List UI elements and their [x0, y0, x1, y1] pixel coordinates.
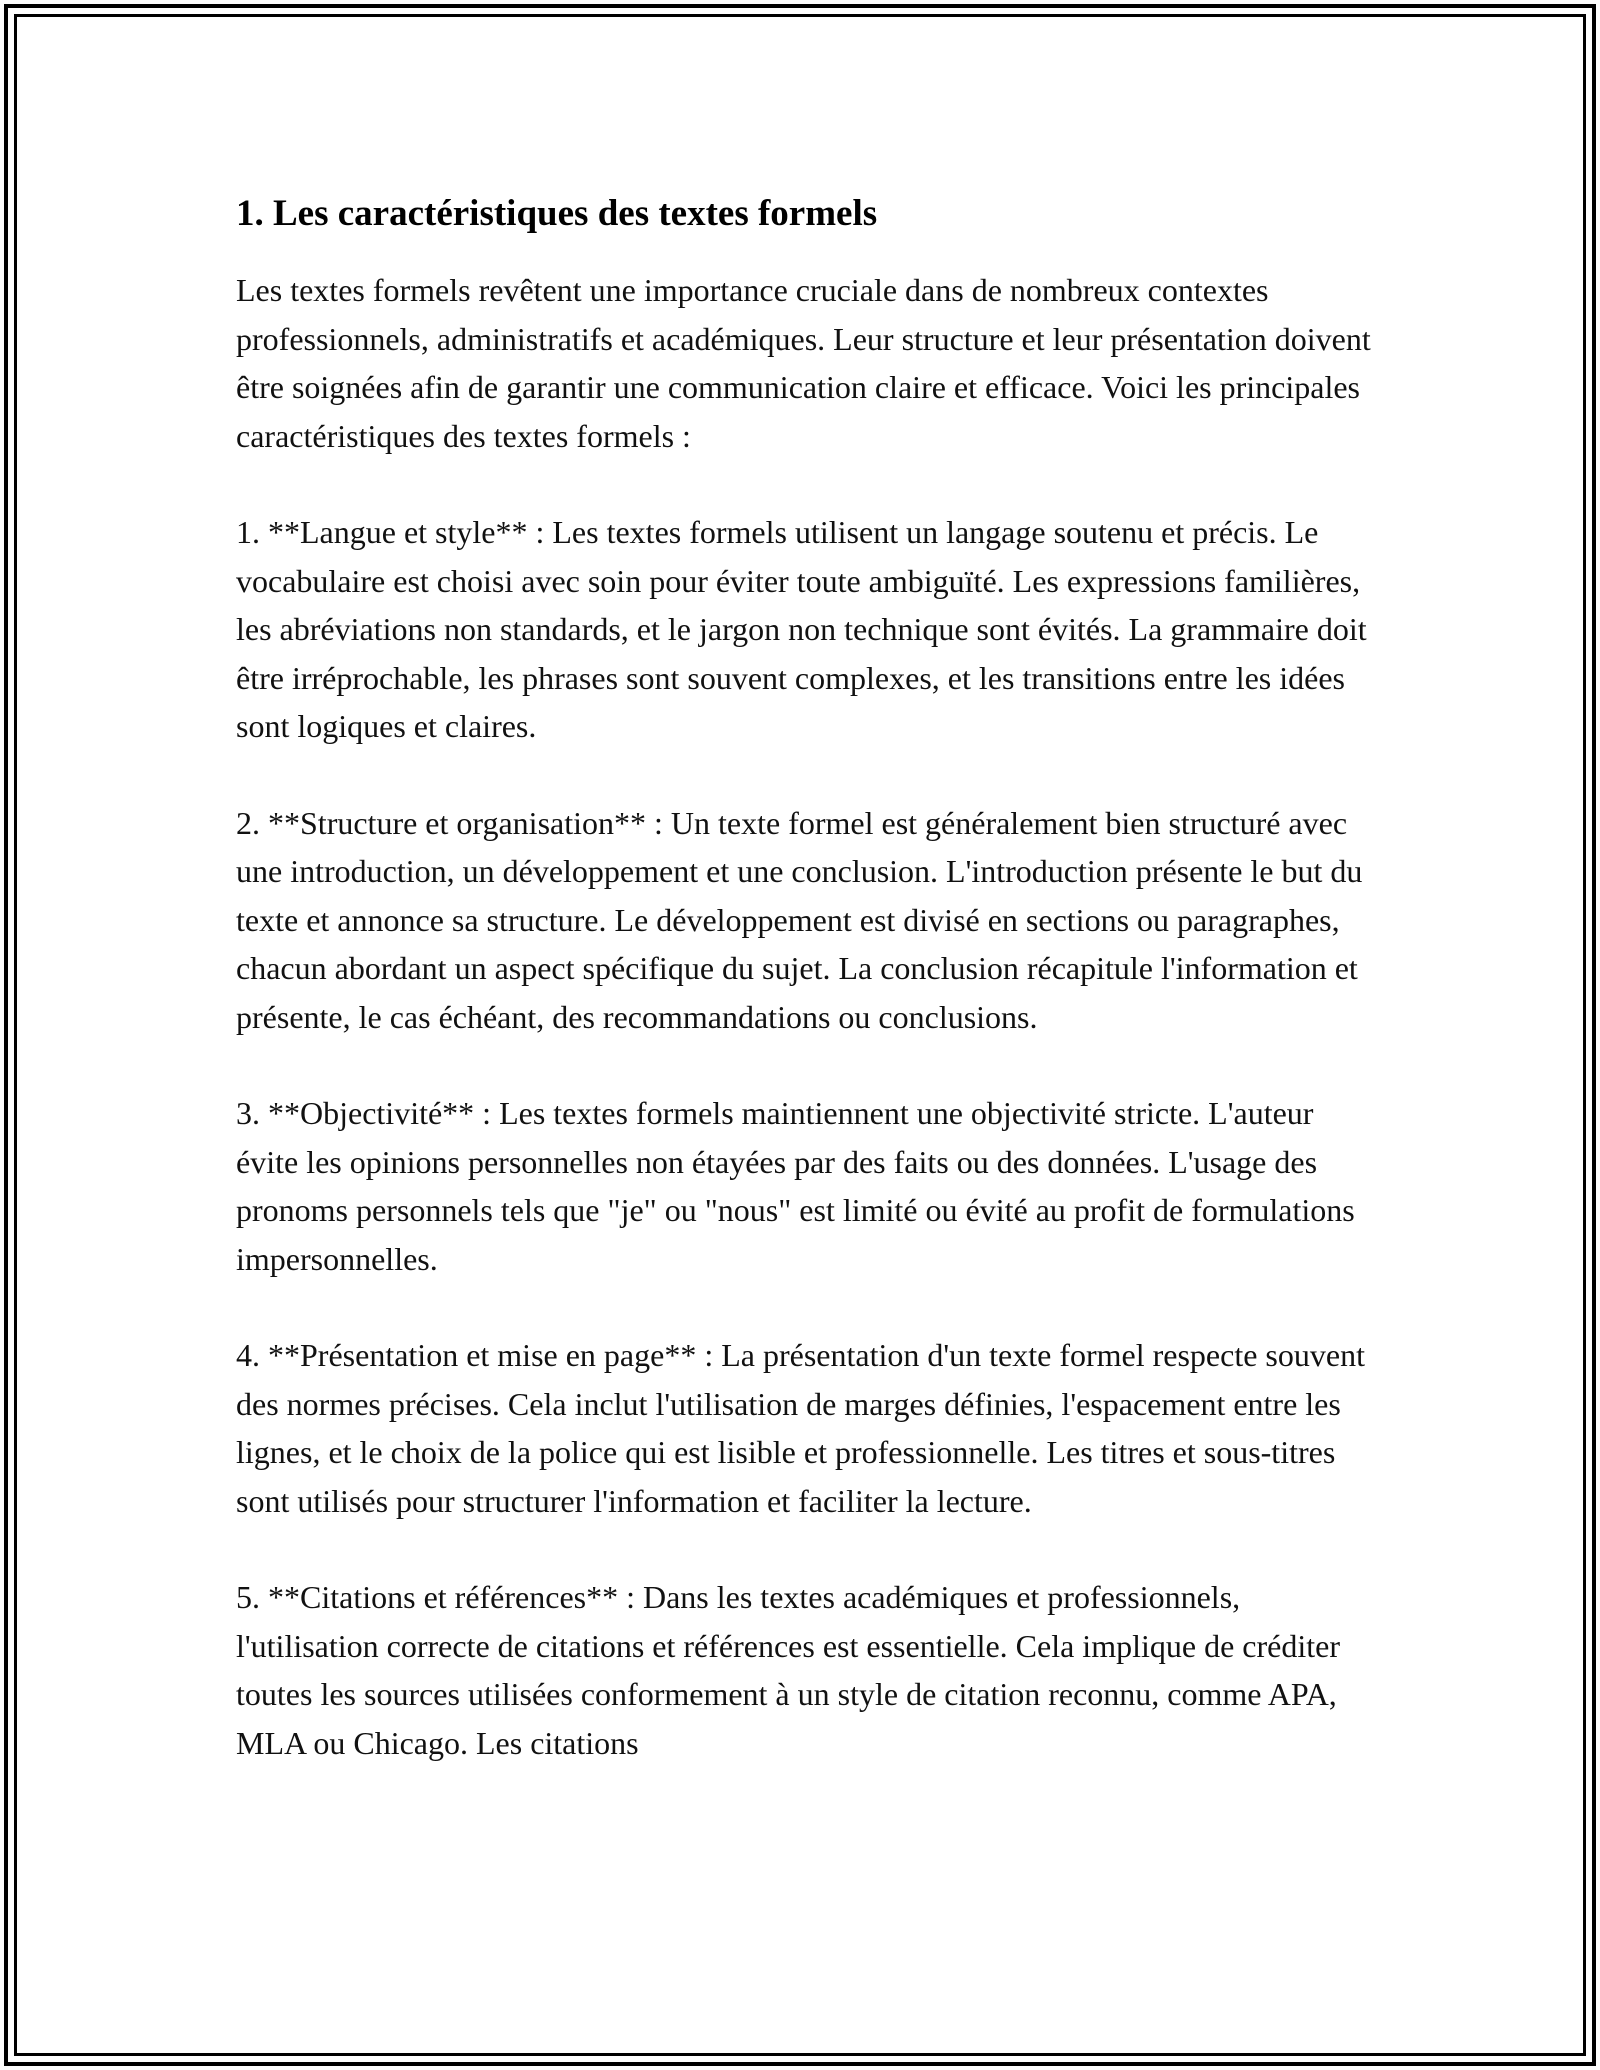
- paragraph-citations-et-references: 5. **Citations et références** : Dans les textes académiques et professionnels, l'utilisation correcte de citations et références est essentielle. Cela implique de créditer toutes les sources utilisées conformement à un style de citation reconnu, comme APA, MLA ou Chicago. Les citations: [236, 1579, 1340, 1761]
- section-heading: 1. Les caractéristiques des textes formels: [236, 193, 878, 234]
- paragraph-presentation-et-mise-en-page: 4. **Présentation et mise en page** : La présentation d'un texte formel respecte souvent des normes précises. Cela inclut l'utilisation de marges définies, l'espacement entre les lignes, et le choix de la police qui est lisible et professionnelle. Les titres et sous-titres sont utilisés pour structurer l'information et faciliter la lecture.: [236, 1337, 1365, 1519]
- paragraph-structure-et-organisation: 2. **Structure et organisation** : Un texte formel est généralement bien structuré avec une introduction, un développement et une conclusion. L'introduction présente le but du texte et annonce sa structure. Le développement est divisé en sections ou paragraphes, chacun abordant un aspect spécifique du sujet. La conclusion récapitule l'information et présente, le cas échéant, des recommandations ou conclusions.: [236, 804, 1363, 1035]
- paragraph-objectivite: 3. **Objectivité** : Les textes formels maintiennent une objectivité stricte. L'auteur évite les opinions personnelles non étayées par des faits ou des données. L'usage des pronoms personnels tels que "je" ou "nous" est limité ou évité au profit de formulations impersonnelles.: [236, 1095, 1355, 1277]
- paragraph-langue-et-style: 1. **Langue et style** : Les textes formels utilisent un langage soutenu et précis. Le vocabulaire est choisi avec soin pour éviter toute ambiguïté. Les expressions familières, les abréviations non standards, et le jargon non technique sont évités. La grammaire doit être irréprochable, les phrases sont souvent complexes, et les transitions entre les idées sont logiques et claires.: [236, 514, 1367, 744]
- document-body: [236, 186, 1376, 1815]
- paragraph-intro: Les textes formels revêtent une importance cruciale dans de nombreux contextes professionnels, administratifs et académiques. Leur structure et leur présentation doivent être soignées afin de garantir une communication claire et efficace. Voici les principales caractéristiques des textes formels :: [236, 272, 1371, 454]
